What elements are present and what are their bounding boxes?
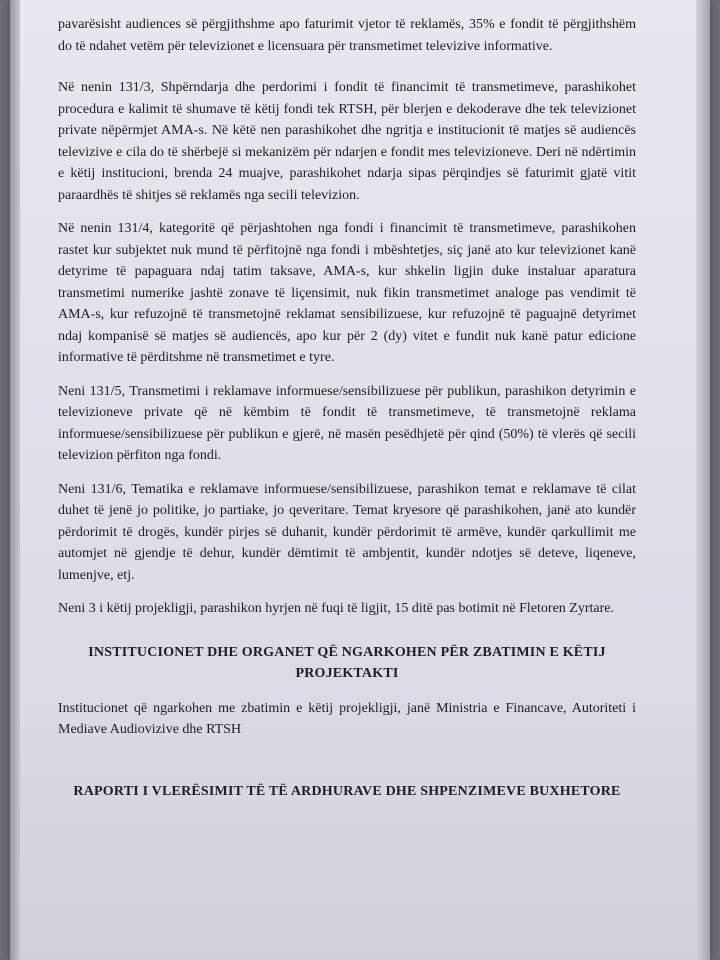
page-left-shadow bbox=[10, 0, 20, 960]
document-body bbox=[58, 14, 636, 816]
paragraph-article-131-4: Në nenin 131/4, kategoritë që përjashtohen nga fondi i financimit të transmetimeve, parashikohen rastet kur subjektet nuk mund të përfitojnë nga fondi i mbështetjes, siç janë ato kur televizionet kanë detyrime të papaguara ndaj tatim taksave, AMA-s, kur shkelin ligjin duke instaluar aparatura transmetimi numerike jashtë zonave të liçensimit, nuk fikin transmetimet analoge pas vendimit të AMA-s, kur refuzojnë të transmetojnë reklamat sensibilizuese, kur refuzojnë të paguajnë detyrimet ndaj kompanisë së matjes së audiencës, apo kur për 2 (dy) vitet e fundit nuk kanë patur edicione informative të përditshme në transmetimet e tyre. bbox=[58, 221, 636, 365]
paragraph-article-131-5: Neni 131/5, Transmetimi i reklamave informuese/sensibilizuese për publikun, parashikon detyrimin e televizioneve private që në këmbim të fondit të transmetimeve, të transmetojnë reklama informuese/sensibilizuese për publikun e gjerë, në masën pesëdhjetë për qind (50%) të vlerës që secili televizion përfiton nga fondi. bbox=[58, 383, 636, 463]
paragraph-article-131-6: Neni 131/6, Tematika e reklamave informuese/sensibilizuese, parashikon temat e reklamave të cilat duhet të jenë jo politike, jo partiake, jo qeveritare. Temat kryesore që parashikohen, janë ato kundër përdorimit të drogës, kundër pirjes së duhanit, kundër përdorimit të armëve, kundër qarkullimit me automjet në gjendje të dehur, kundër dëmtimit të ambjentit, kundër ndotjes së deteve, liqeneve, lumenjve, etj. bbox=[58, 481, 636, 583]
document-page bbox=[10, 0, 710, 960]
paragraph-article-3: Neni 3 i këtij projekligji, parashikon hyrjen në fuqi të ligjit, 15 ditë pas botimit në Fletoren Zyrtare. bbox=[58, 601, 614, 616]
heading-institutions: INSTITUCIONET DHE ORGANET QË NGARKOHEN PËR ZBATIMIN E KËTIJ PROJEKTAKTI bbox=[88, 644, 606, 681]
paragraph-institutions: Institucionet që ngarkohen me zbatimin e këtij projekligji, janë Ministria e Financave, Autoriteti i Mediave Audiovizive dhe RTSH bbox=[58, 700, 636, 737]
paragraph-continuation: pavarësisht audiences së përgjithshme apo faturimit vjetor të reklamës, 35% e fondit të përgjithshëm do të ndahet vetëm për televizionet e licensuara për transmetimet televizive informative. bbox=[58, 17, 636, 54]
paragraph-article-131-3: Në nenin 131/3, Shpërndarja dhe perdorimi i fondit të financimit të transmetimeve, parashikohet procedura e kalimit të shumave të këtij fondi tek RTSH, për blerjen e dekoderave dhe tek televizionet private nëpërmjet AMA-s. Në këtë nen parashikohet dhe ngritja e institucionit të matjes së audiencës televizive e cila do të shërbejë si mekanizëm për ndarjen e fondit mes televizioneve. Deri në ndërtimin e këtij institucioni, brenda 24 muajve, parashikohet ndarja sipas përqindjes së faturimit gjatë vitit paraardhës të shitjes së reklamës nga secili televizion. bbox=[58, 80, 636, 203]
heading-report: RAPORTI I VLERËSIMIT TË TË ARDHURAVE DHE SHPENZIMEVE BUXHETORE bbox=[73, 783, 621, 799]
page-right-shadow bbox=[696, 0, 710, 960]
